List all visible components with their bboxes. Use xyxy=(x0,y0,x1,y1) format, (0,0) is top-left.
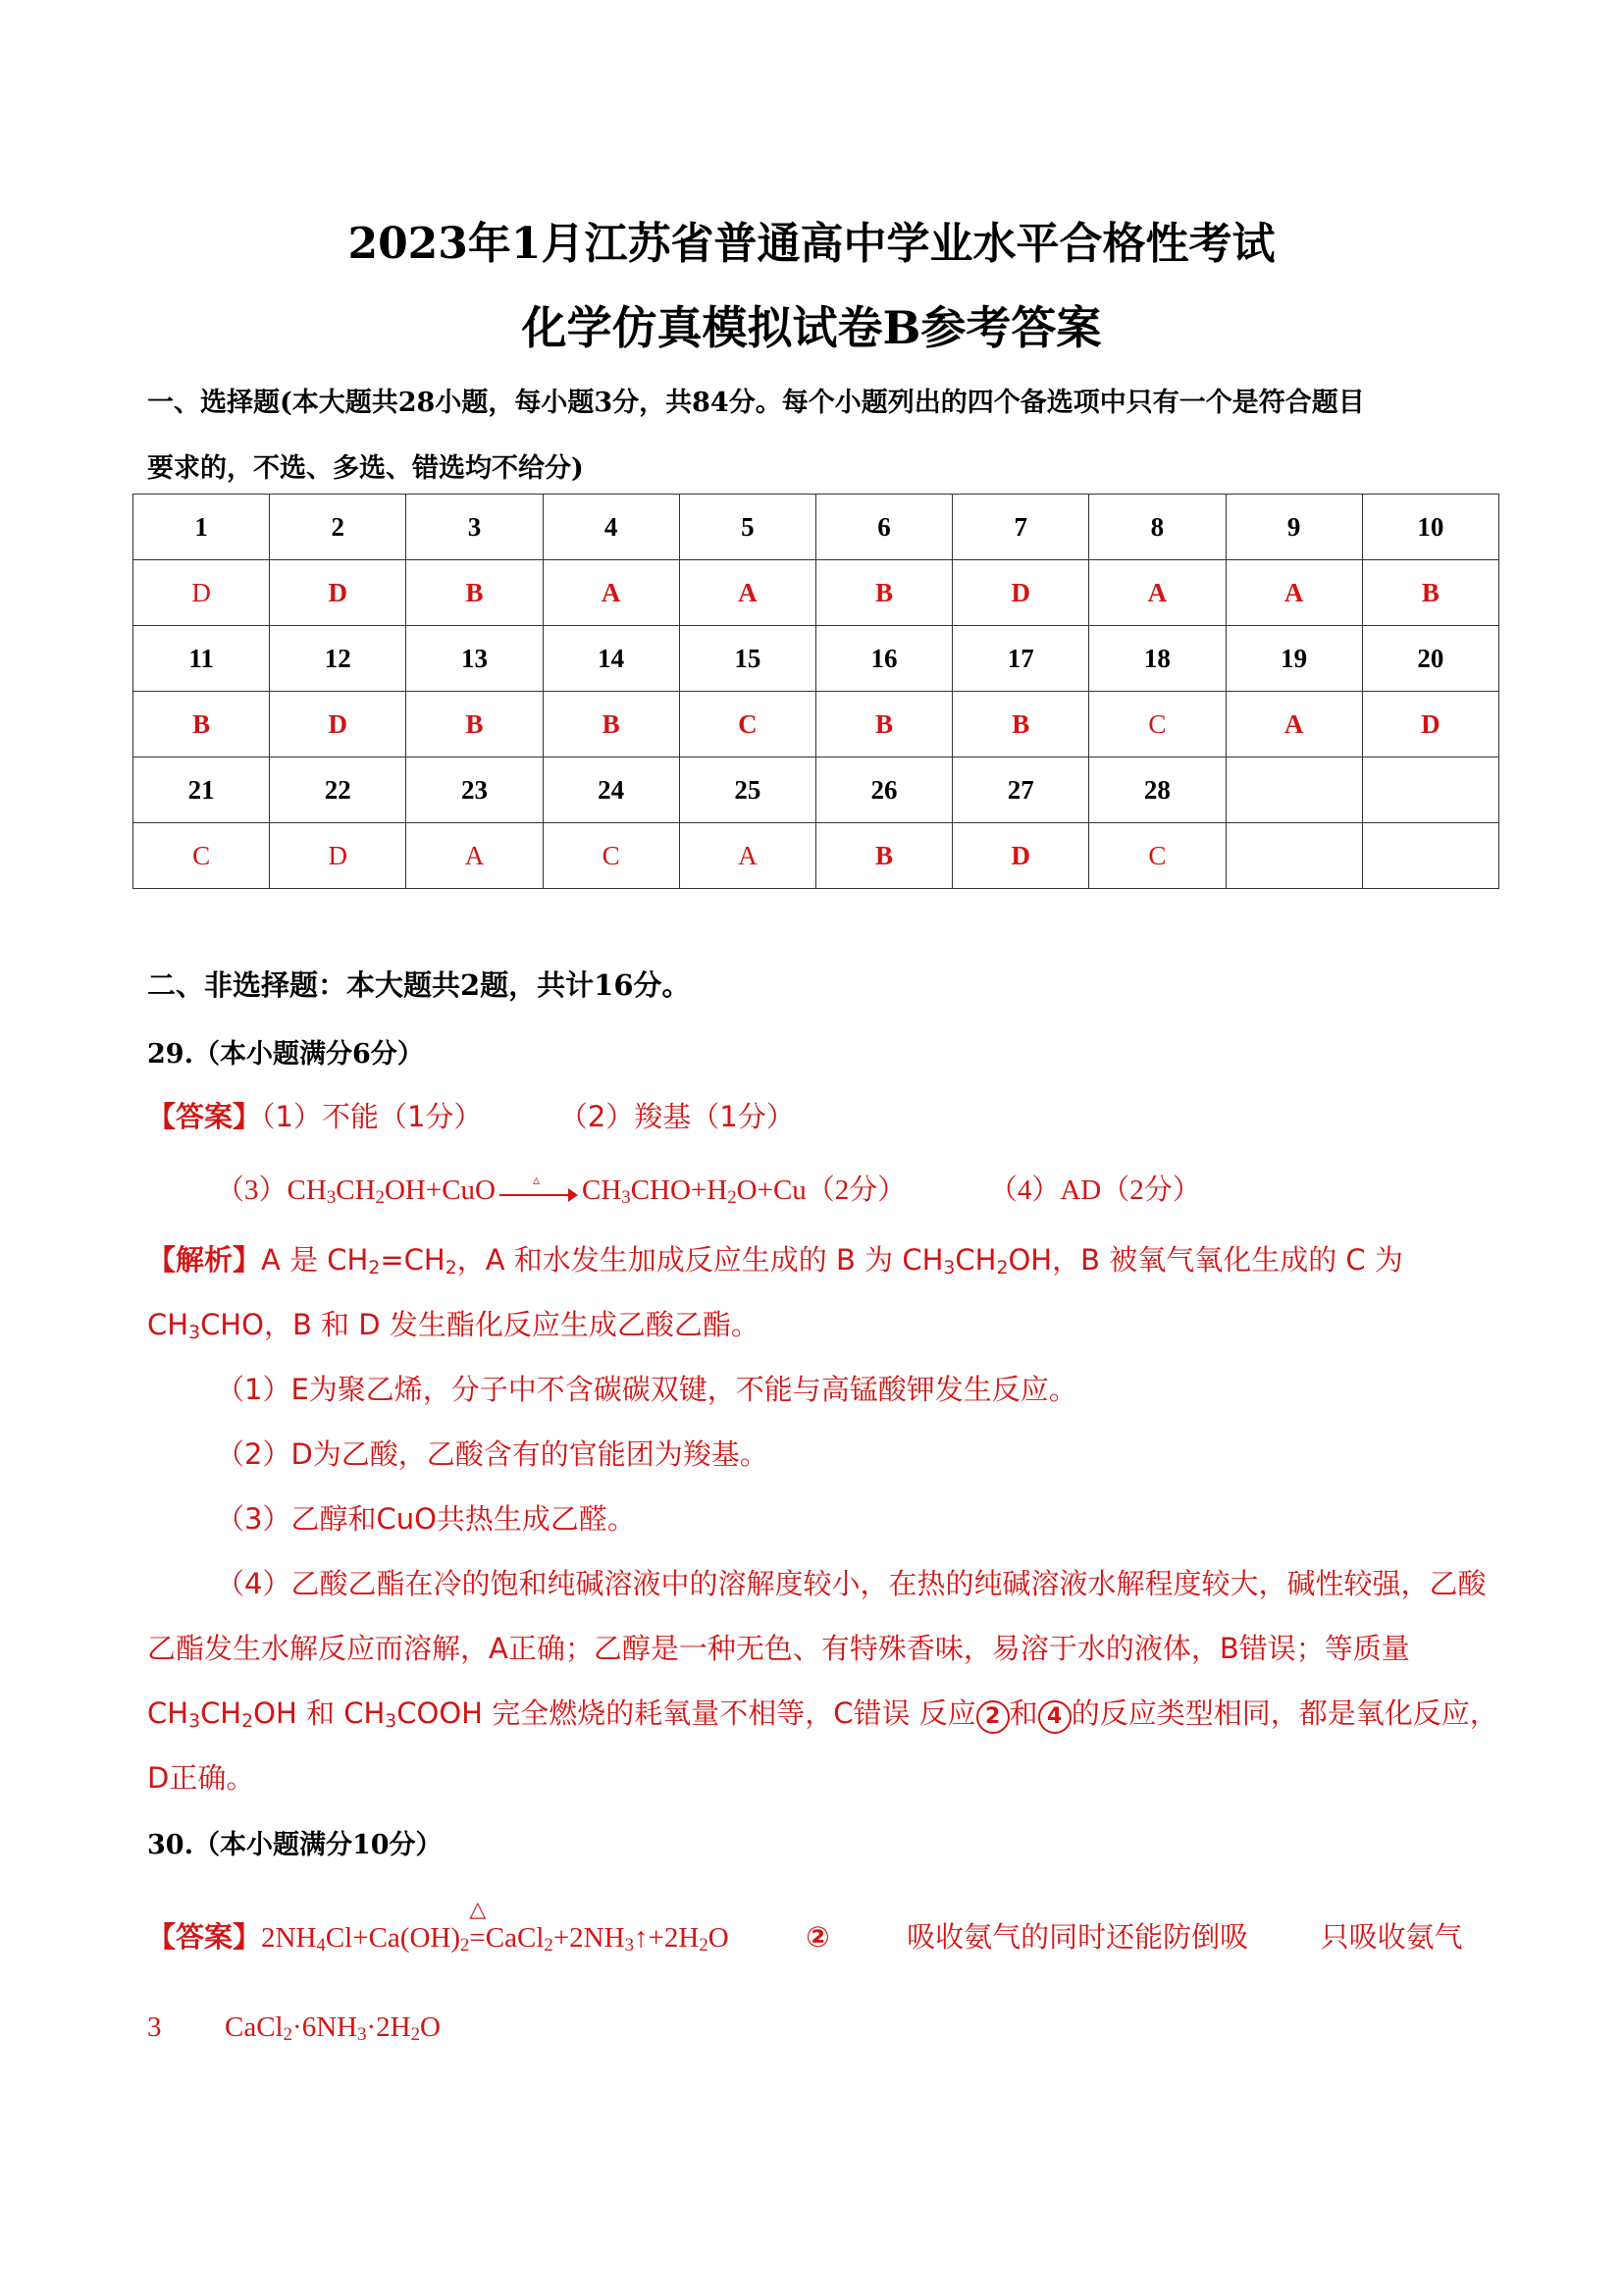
answer-cell: C xyxy=(543,823,679,889)
q29-answer-line1 xyxy=(147,1095,795,1135)
circled-2-icon: 2 xyxy=(976,1700,1010,1734)
q29-equation: $CH_3CH_2OH+CuO$ ▵ $CH_3CHO+H_2O+Cu$ xyxy=(287,1174,807,1208)
question-number: 2 xyxy=(270,495,406,560)
question-number: 22 xyxy=(270,757,406,823)
q29-analysis-p2: （2）D为乙酸，乙酸含有的官能团为羧基。 xyxy=(216,1437,768,1471)
page-subtitle: 化学仿真模拟试卷B参考答案 xyxy=(521,301,1102,354)
heat-equals-icon: △ = xyxy=(469,1897,487,1954)
q30-equation: $2NH_4Cl+Ca(OH)_2$ △ $=CaCl_2+2NH_3↑+2H_2O$ xyxy=(261,1897,729,1956)
answer-cell: B xyxy=(133,692,270,757)
q30-header: 30.（本小题满分10分） xyxy=(147,1830,443,1860)
answer-cell: C xyxy=(679,692,815,757)
question-number: 12 xyxy=(270,626,406,692)
q30-answer-text2: 只吸收氨气 xyxy=(1320,1920,1463,1954)
question-number xyxy=(1362,757,1498,823)
table-row xyxy=(133,560,1499,626)
q29-analysis-line1 xyxy=(147,1238,1403,1278)
question-number: 20 xyxy=(1362,626,1498,692)
q29-answer-1: （1）不能（1分） xyxy=(261,1100,483,1133)
answer-cell: B xyxy=(543,692,679,757)
table-row xyxy=(133,757,1499,823)
table-row xyxy=(133,626,1499,692)
q29-answer-2: （2）羧基（1分） xyxy=(558,1100,795,1133)
answer-cell: A xyxy=(679,823,815,889)
answer-tag: 【答案】 xyxy=(147,1100,262,1133)
answer-cell: C xyxy=(1089,823,1226,889)
question-number: 9 xyxy=(1226,495,1362,560)
question-number: 21 xyxy=(133,757,270,823)
answer-cell: B xyxy=(1362,560,1498,626)
analysis-text: 完全燃烧的耗氧量不相等，C错误 反应 xyxy=(492,1696,976,1730)
question-number: 7 xyxy=(953,495,1089,560)
q30-answer-line2 xyxy=(147,2011,441,2046)
q29-analysis-p1: （1）E为聚乙烯，分子中不含碳碳双键，不能与高锰酸钾发生反应。 xyxy=(216,1373,1077,1406)
table-row xyxy=(133,823,1499,889)
question-number: 8 xyxy=(1089,495,1226,560)
answer-cell: D xyxy=(270,692,406,757)
question-number: 11 xyxy=(133,626,270,692)
answer-cell: A xyxy=(1089,560,1226,626)
answer-cell: B xyxy=(406,560,543,626)
q29-analysis-p4-line2: 乙酯发生水解反应而溶解，A正确；乙醇是一种无色、有特殊香味，易溶于水的液体，B错误；等质量 xyxy=(147,1632,1410,1665)
page-title: 2023年1月江苏省普通高中学业水平合格性考试 xyxy=(347,219,1276,269)
question-number: 17 xyxy=(953,626,1089,692)
answer-cell xyxy=(1226,823,1362,889)
question-number: 26 xyxy=(815,757,952,823)
question-number: 24 xyxy=(543,757,679,823)
question-number: 18 xyxy=(1089,626,1226,692)
answer-cell: A xyxy=(543,560,679,626)
question-number: 27 xyxy=(953,757,1089,823)
q29-analysis-line2: $CH_3CHO$，B 和 D 发生酯化反应生成乙酸乙酯。 xyxy=(147,1308,759,1343)
question-number: 10 xyxy=(1362,495,1498,560)
question-number: 13 xyxy=(406,626,543,692)
q29-analysis-p4-line3: $CH_3CH_2OH$ 和 $CH_3COOH$ 完全燃烧的耗氧量不相等，C错误 反应 2 和 4 的反应类型相同，都是氧化反应， xyxy=(147,1692,1498,1734)
table-row xyxy=(133,495,1499,560)
answer-cell: D xyxy=(1362,692,1498,757)
answer-cell: B xyxy=(815,692,952,757)
answer-cell: D xyxy=(270,560,406,626)
analysis-text: 的反应类型相同，都是氧化反应， xyxy=(1071,1696,1498,1730)
question-number: 3 xyxy=(406,495,543,560)
answer-cell: B xyxy=(815,560,952,626)
q29-analysis-p3: （3）乙醇和CuO共热生成乙醛。 xyxy=(216,1502,636,1536)
question-number: 28 xyxy=(1089,757,1226,823)
q29-answer-line2 xyxy=(216,1168,1201,1209)
q30-answer-line1 xyxy=(147,1897,1463,1957)
section2-heading: 二、非选择题：本大题共2题，共计16分。 xyxy=(147,968,691,1002)
table-row xyxy=(133,692,1499,757)
answer-cell: B xyxy=(406,692,543,757)
q29-header: 29.（本小题满分6分） xyxy=(147,1039,424,1070)
question-number: 4 xyxy=(543,495,679,560)
answer-cell: D xyxy=(953,560,1089,626)
answer-cell: C xyxy=(133,823,270,889)
analysis-text: A 是 $CH_2=CH_2$，A 和水发生加成反应生成的 B 为 $CH_3CH_2OH$，B 被氧气氧化生成的 C 为 xyxy=(261,1243,1403,1278)
question-number xyxy=(1226,757,1362,823)
heat-arrow-icon: ▵ xyxy=(499,1182,578,1202)
question-number: 14 xyxy=(543,626,679,692)
section1-intro-line1: 一、选择题(本大题共28小题，每小题3分，共84分。每个小题列出的四个备选项中只有一个是符合题目 xyxy=(147,388,1365,418)
answer-cell: A xyxy=(406,823,543,889)
question-number: 15 xyxy=(679,626,815,692)
answer-cell: A xyxy=(679,560,815,626)
q30-formula: $CaCl_2\cdot 6NH_3\cdot 2H_2O$ xyxy=(225,2011,441,2045)
answer-cell: D xyxy=(953,823,1089,889)
question-number: 6 xyxy=(815,495,952,560)
analysis-tag: 【解析】 xyxy=(147,1243,262,1277)
question-number: 19 xyxy=(1226,626,1362,692)
answer-table xyxy=(132,494,1499,889)
q29-analysis-p4-line4: D正确。 xyxy=(147,1761,255,1795)
answer-cell: A xyxy=(1226,692,1362,757)
q30-circled-answer: ② xyxy=(806,1920,830,1954)
q29-answer-3-prefix: （3） xyxy=(216,1174,288,1206)
answer-cell: B xyxy=(815,823,952,889)
answer-cell: C xyxy=(1089,692,1226,757)
q30-answer-number: 3 xyxy=(147,2011,162,2043)
question-number: 23 xyxy=(406,757,543,823)
answer-cell: D xyxy=(133,560,270,626)
analysis-text: 和 xyxy=(1009,1696,1038,1730)
answer-cell xyxy=(1362,823,1498,889)
question-number: 25 xyxy=(679,757,815,823)
answer-tag: 【答案】 xyxy=(147,1920,262,1954)
q29-answer-3-score: （2分） xyxy=(806,1174,907,1206)
question-number: 1 xyxy=(133,495,270,560)
question-number: 5 xyxy=(679,495,815,560)
section1-intro-line2: 要求的，不选、多选、错选均不给分) xyxy=(147,453,584,484)
circled-4-icon: 4 xyxy=(1038,1700,1072,1734)
answer-cell: B xyxy=(953,692,1089,757)
answer-cell: D xyxy=(270,823,406,889)
q30-answer-text1: 吸收氨气的同时还能防倒吸 xyxy=(907,1920,1249,1954)
q29-analysis-p4-line1: （4）乙酸乙酯在冷的饱和纯碱溶液中的溶解度较小，在热的纯碱溶液水解程度较大，碱性较强，乙酸 xyxy=(216,1567,1487,1600)
q29-answer-4: （4）AD（2分） xyxy=(988,1174,1201,1206)
question-number: 16 xyxy=(815,626,952,692)
answer-cell: A xyxy=(1226,560,1362,626)
